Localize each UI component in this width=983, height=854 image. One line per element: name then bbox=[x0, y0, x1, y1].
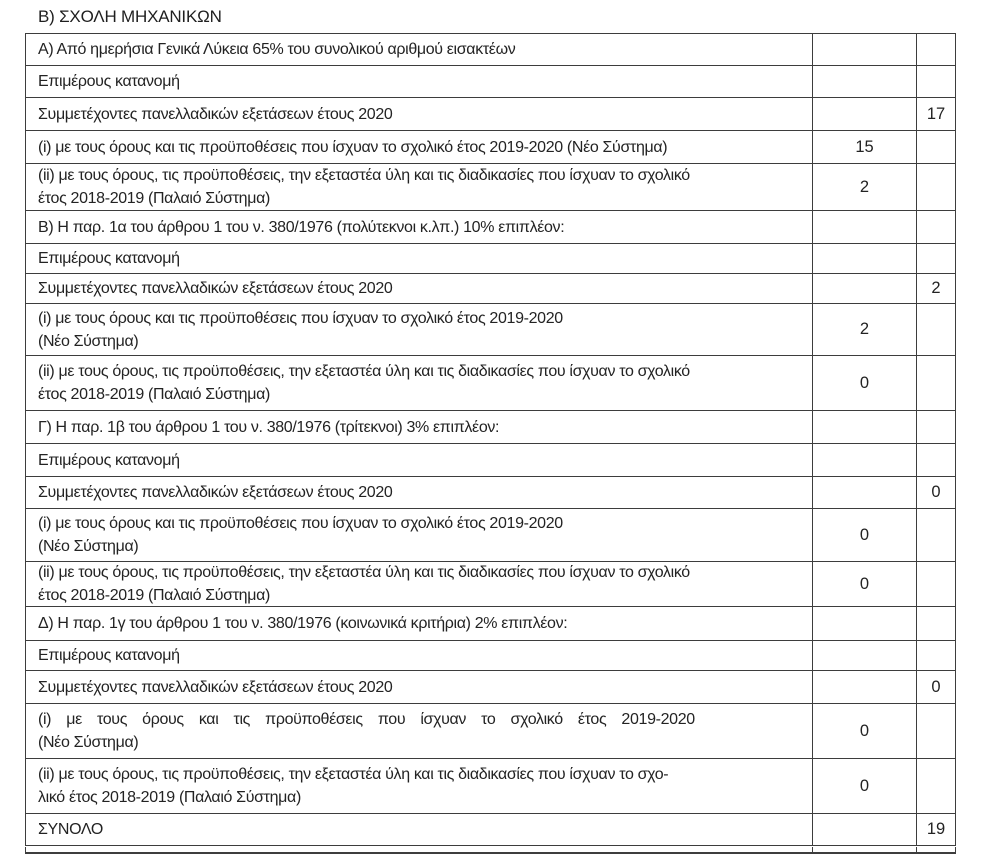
row-label-line: (Νέο Σύστημα) bbox=[38, 538, 139, 555]
row-label bbox=[38, 818, 800, 841]
table-row bbox=[26, 562, 955, 607]
row-label-cell bbox=[26, 411, 813, 443]
row-label-cell bbox=[26, 244, 813, 273]
page-title: Β) ΣΧΟΛΗ ΜΗΧΑΝΙΚΩΝ bbox=[38, 7, 222, 26]
row-label-line: έτος 2018-2019 (Παλαιό Σύστημα) bbox=[38, 386, 270, 403]
row-label bbox=[38, 70, 800, 93]
row-label-line: (i) με τους όρους και τις προϋποθέσεις που ίσχυαν το σχολικό έτος 2019-2020 (Νέο Σύστημα) bbox=[38, 138, 668, 156]
row-label-cell bbox=[26, 66, 813, 97]
breakdown-count-cell bbox=[813, 211, 917, 243]
total-count-cell bbox=[917, 211, 955, 243]
row-label-cell bbox=[26, 607, 813, 640]
total-count-cell bbox=[917, 607, 955, 640]
total-count-cell bbox=[917, 164, 955, 210]
table-row bbox=[26, 356, 955, 411]
total-count-cell bbox=[917, 641, 955, 670]
breakdown-count-cell bbox=[813, 814, 917, 845]
table-row bbox=[26, 34, 955, 66]
row-label-line: Επιμέρους κατανομή bbox=[38, 647, 180, 664]
total-count-cell bbox=[917, 759, 955, 813]
row-label-line: (i) με τους όρους και τις προϋποθέσεις που ίσχυαν το σχολικό έτος 2019-2020 bbox=[38, 309, 563, 327]
breakdown-count-cell bbox=[813, 641, 917, 670]
breakdown-count-cell bbox=[813, 444, 917, 476]
table-row bbox=[26, 211, 955, 244]
row-label-cell bbox=[26, 34, 813, 65]
row-label bbox=[38, 708, 800, 754]
table-row bbox=[26, 509, 955, 562]
breakdown-count-cell: 0 bbox=[813, 509, 917, 561]
row-label-cell bbox=[26, 509, 813, 561]
row-label-cell bbox=[26, 671, 813, 703]
row-label bbox=[38, 481, 800, 504]
breakdown-count-cell bbox=[813, 671, 917, 703]
total-count-cell: 19 bbox=[926, 820, 946, 838]
row-label bbox=[38, 416, 800, 439]
table-row bbox=[26, 304, 955, 356]
row-label-line: (ii) με τους όρους, τις προϋποθέσεις, την εξεταστέα ύλη και τις διαδικασίες που ίσχυαν το σχο- bbox=[38, 766, 669, 783]
row-label-cell bbox=[26, 562, 813, 606]
table-row bbox=[26, 98, 955, 131]
row-label bbox=[38, 103, 800, 126]
row-label bbox=[38, 512, 800, 558]
breakdown-count-cell: 0 bbox=[813, 704, 917, 758]
row-label-line: Επιμέρους κατανομή bbox=[38, 250, 180, 267]
row-label-line: Β) Η παρ. 1α του άρθρου 1 του ν. 380/1976 (πολύτεκνοι κ.λπ.) 10% επιπλέον: bbox=[38, 218, 565, 236]
table-row bbox=[26, 671, 955, 704]
admissions-table bbox=[25, 33, 956, 846]
breakdown-count-cell bbox=[813, 244, 917, 273]
row-label-line: Επιμέρους κατανομή bbox=[38, 451, 180, 469]
table-row bbox=[26, 131, 955, 164]
row-label-line: (ii) με τους όρους, τις προϋποθέσεις, την εξεταστέα ύλη και τις διαδικασίες που ίσχυαν το σχολικό bbox=[38, 167, 690, 184]
total-count-cell: 0 bbox=[931, 483, 941, 501]
row-label bbox=[38, 38, 800, 61]
row-label-cell bbox=[26, 814, 813, 845]
row-label bbox=[38, 307, 800, 353]
row-label-line: Γ) Η παρ. 1β του άρθρου 1 του ν. 380/1976 (τρίτεκνοι) 3% επιπλέον: bbox=[38, 418, 500, 436]
total-count-cell bbox=[917, 34, 955, 65]
row-label-line: λικό έτος 2018-2019 (Παλαιό Σύστημα) bbox=[38, 789, 301, 806]
row-label-line: ΣΥΝΟΛΟ bbox=[38, 821, 103, 838]
total-count-cell bbox=[917, 244, 955, 273]
table-row bbox=[26, 66, 955, 98]
row-label-cell bbox=[26, 444, 813, 476]
row-label-line: Συμμετέχοντες πανελλαδικών εξετάσεων έτους 2020 bbox=[38, 678, 393, 696]
breakdown-count-cell bbox=[813, 274, 917, 303]
breakdown-count-cell: 2 bbox=[813, 164, 917, 210]
row-label-line: (Νέο Σύστημα) bbox=[38, 332, 139, 350]
total-count-cell bbox=[917, 131, 955, 163]
row-label-line: Δ) Η παρ. 1γ του άρθρου 1 του ν. 380/1976 (κοινωνικά κριτήρια) 2% επιπλέον: bbox=[38, 615, 568, 632]
row-label-cell bbox=[26, 641, 813, 670]
row-label-cell bbox=[26, 356, 813, 410]
breakdown-count-cell bbox=[813, 34, 917, 65]
breakdown-count-cell: 0 bbox=[813, 562, 917, 606]
table-row bbox=[26, 164, 955, 211]
row-label bbox=[38, 612, 800, 635]
total-count-cell: 17 bbox=[926, 104, 946, 123]
total-count-cell bbox=[917, 356, 955, 410]
total-count-cell bbox=[917, 66, 955, 97]
row-label-line: έτος 2018-2019 (Παλαιό Σύστημα) bbox=[38, 587, 270, 604]
breakdown-count-cell bbox=[813, 607, 917, 640]
row-label-line: Συμμετέχοντες πανελλαδικών εξετάσεων έτους 2020 bbox=[38, 105, 393, 123]
row-label bbox=[38, 360, 800, 406]
table-row bbox=[26, 641, 955, 671]
row-label bbox=[38, 216, 800, 239]
row-label bbox=[38, 277, 800, 300]
row-label-line: Συμμετέχοντες πανελλαδικών εξετάσεων έτους 2020 bbox=[38, 484, 393, 501]
row-label bbox=[38, 562, 800, 606]
row-label-line: Συμμετέχοντες πανελλαδικών εξετάσεων έτους 2020 bbox=[38, 280, 393, 297]
row-label-line: έτος 2018-2019 (Παλαιό Σύστημα) bbox=[38, 190, 270, 207]
row-label bbox=[38, 763, 800, 809]
row-label-line: (ii) με τους όρους, τις προϋποθέσεις, την εξεταστέα ύλη και τις διαδικασίες που ίσχυαν το σχολικό bbox=[38, 363, 690, 380]
table-row bbox=[26, 607, 955, 641]
row-label-line: (ii) με τους όρους, τις προϋποθέσεις, την εξεταστέα ύλη και τις διαδικασίες που ίσχυαν το σχολικό bbox=[38, 564, 690, 581]
total-count-cell bbox=[917, 562, 955, 606]
total-count-cell bbox=[917, 704, 955, 758]
row-label bbox=[38, 449, 800, 472]
table-row bbox=[26, 411, 955, 444]
row-label-cell bbox=[26, 164, 813, 210]
row-label bbox=[38, 676, 800, 699]
row-label-cell bbox=[26, 304, 813, 355]
row-label bbox=[38, 136, 800, 159]
row-label-cell bbox=[26, 98, 813, 130]
row-label-line: (i) με τους όρους και τις προϋποθέσεις που ίσχυαν το σχολικό έτος 2019-2020 bbox=[38, 711, 695, 728]
row-label-cell bbox=[26, 477, 813, 508]
breakdown-count-cell bbox=[813, 477, 917, 508]
total-count-cell bbox=[917, 509, 955, 561]
row-label-cell bbox=[26, 759, 813, 813]
table-row bbox=[26, 477, 955, 509]
row-label-line: (Νέο Σύστημα) bbox=[38, 734, 139, 751]
breakdown-count-cell bbox=[813, 98, 917, 130]
next-table-top-rule bbox=[25, 852, 956, 854]
total-count-cell: 0 bbox=[931, 677, 941, 696]
row-label-line: (i) με τους όρους και τις προϋποθέσεις που ίσχυαν το σχολικό έτος 2019-2020 bbox=[38, 515, 563, 532]
row-label-cell bbox=[26, 704, 813, 758]
row-label-cell bbox=[26, 211, 813, 243]
total-count-cell bbox=[917, 444, 955, 476]
breakdown-count-cell bbox=[813, 66, 917, 97]
row-label bbox=[38, 644, 800, 667]
row-label bbox=[38, 247, 800, 270]
row-label-line: Επιμέρους κατανομή bbox=[38, 73, 180, 90]
breakdown-count-cell bbox=[813, 411, 917, 443]
total-count-cell: 2 bbox=[931, 279, 941, 297]
table-row bbox=[26, 274, 955, 304]
table-row bbox=[26, 759, 955, 814]
table-row bbox=[26, 444, 955, 477]
row-label bbox=[38, 164, 800, 210]
total-count-cell bbox=[917, 304, 955, 355]
table-row bbox=[26, 814, 955, 845]
breakdown-count-cell: 0 bbox=[813, 356, 917, 410]
row-label-line: Α) Από ημερήσια Γενικά Λύκεια 65% του συνολικού αριθμού εισακτέων bbox=[38, 41, 516, 58]
table-row bbox=[26, 704, 955, 759]
table-row bbox=[26, 244, 955, 274]
breakdown-count-cell: 2 bbox=[813, 304, 917, 355]
total-count-cell bbox=[917, 411, 955, 443]
row-label-cell bbox=[26, 274, 813, 303]
breakdown-count-cell: 0 bbox=[813, 759, 917, 813]
breakdown-count-cell: 15 bbox=[813, 131, 917, 163]
row-label-cell bbox=[26, 131, 813, 163]
